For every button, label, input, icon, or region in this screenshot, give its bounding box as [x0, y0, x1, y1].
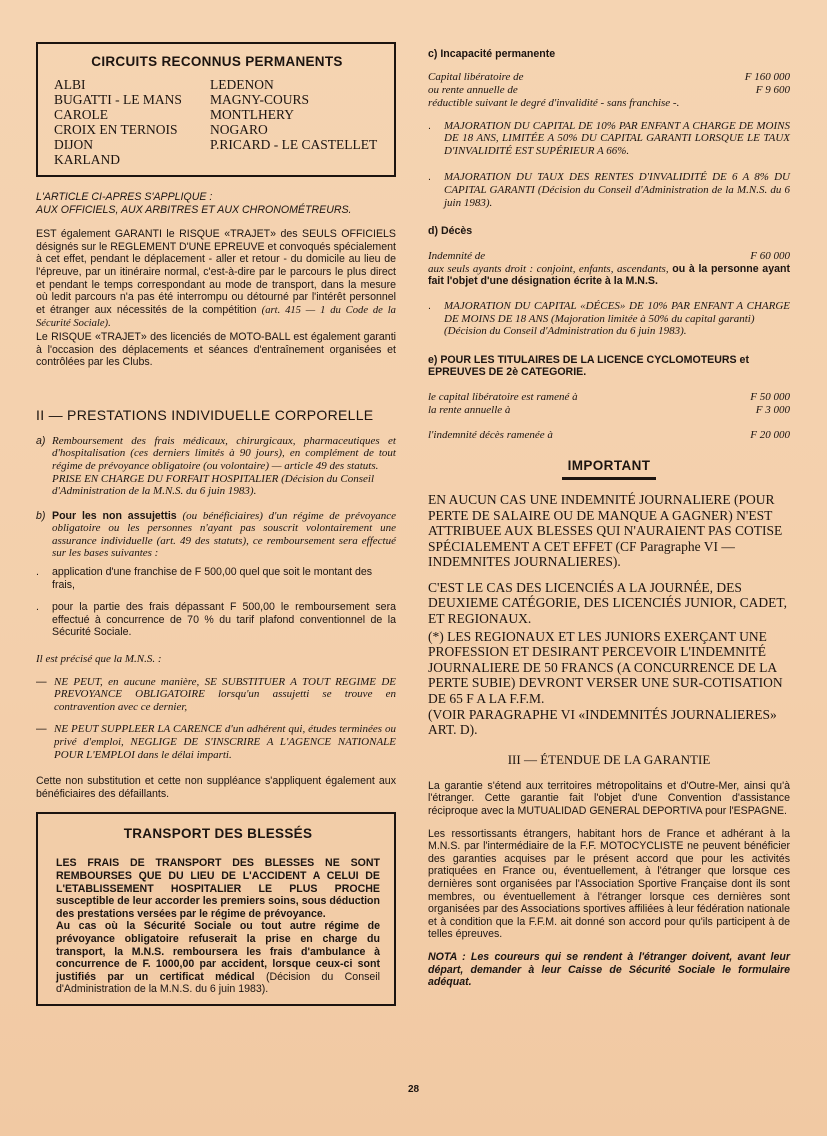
cyclo-deces-row: l'indemnité décès ramenée à F 20 000 — [428, 428, 790, 441]
circuit-item: NOGARO — [210, 122, 268, 137]
circuit-item: KARLAND — [54, 152, 120, 167]
majoration-1: . MAJORATION DU CAPITAL DE 10% PAR ENFANT A CHARGE DE MOINS DE 18 ANS, LIMITÉE A 50% DU CAPITAL GARANTI LORSQUE LE TAUX D'INVALIDITÉ EST SUPÉRIEUR A 66%. — [428, 119, 790, 157]
mns-intro: Il est précisé que la M.N.S. : — [36, 653, 162, 666]
circuits-title: CIRCUITS RECONNUS PERMANENTS — [91, 54, 343, 69]
indemnite-row: Indemnité de F 60 000 — [428, 249, 790, 262]
important-paragraph-1: EN AUCUN CAS UNE INDEMNITÉ JOURNALIERE (POUR PERTE DE SALAIRE OU DE MANQUE A GAGNER) N'EST ATTRIBUEE AUX BLESSES QUI N'AURAIENT PAS COTISE SPÉCIALEMENT A CET EFFET (CF Paragraphe VI — INDEMNITES JOURNALIERES). — [428, 491, 783, 570]
circuit-item: CROIX EN TERNOIS — [54, 122, 178, 137]
important-heading — [428, 458, 790, 480]
article-paragraph-1: EST également GARANTI le RISQUE «TRAJET» des SEULS OFFICIELS désignés sur le REGLEMENT D'UNE EPREUVE et convoqués spécialement à cet effet, pendant le déplacement - aller et retour - du domicile au lieu de l'épreuve, par un itinéraire normal, c'est-à-dire par le parcours le plus direct et pendant le temps correspondant au mode de transport, dans la mesure où ledit parcours n'a pas été interrompu ou détourné par l'intérêt personnel et étranger aux nécessités de la compétition (art. 415 — 1 du Code de la Sécurité Sociale). — [36, 228, 396, 330]
capital-row: Capital libératoire de F 160 000 — [428, 70, 790, 83]
reductible-note: réductible suivant le degré d'invalidité - sans franchise -. — [428, 96, 680, 109]
rente-row: ou rente annuelle de F 9 600 — [428, 83, 790, 96]
dash-item-2: — NE PEUT SUPPLEER LA CARENCE d'un adhérent qui, études terminées ou privé d'emploi, NEGLIGE DE S'INSCRIRE A L'AGENCE NATIONALE POUR L'EMPLOI dans le délai imparti. — [36, 723, 396, 761]
item-a-text: Remboursement des frais médicaux, chirurgicaux, pharmaceutiques et d'hospitalisation (ces derniers limités à 90 jours), en complément de tout régime de prévoyance obligatoire (ou volontaire) — article 49 des statuts. — [52, 434, 396, 472]
bullet-1: . application d'une franchise de F 500,00 quel que soit le montant des frais, — [36, 566, 373, 591]
circuit-item: ALBI — [54, 77, 86, 92]
transport-paragraph-1: LES FRAIS DE TRANSPORT DES BLESSES NE SONT REMBOURSES QUE DU LIEU DE L'ACCIDENT A CELUI DE L'ETABLISSEMENT HOSPITALIER LE PLUS PROCHE susceptible de leur accorder les premiers soins, sous déduction des prestations versées par le régime de prévoyance. — [56, 857, 380, 920]
nota-note: NOTA : Les coureurs qui se rendent à l'étranger doivent, avant leur départ, demander à leur Caisse de Sécurité Sociale le formulaire adéquat. — [428, 950, 790, 989]
important-paragraph-4: (VOIR PARAGRAPHE VI «INDEMNITÉS JOURNALIERES» ART. D). — [428, 706, 777, 738]
circuits-box — [36, 42, 396, 177]
section-3-paragraph-1: La garantie s'étend aux territoires métropolitains et d'Outre-Mer, ainsi qu'à l'étranger. Cette garantie fait l'objet d'une Convention d'assistance réciproque avec la MUTUALIDAD GENERAL DEPORTIVA pour l'ESPAGNE. — [428, 779, 790, 817]
article-heading-1: L'ARTICLE CI-APRES S'APPLIQUE : — [36, 191, 213, 203]
circuits-list — [54, 77, 380, 167]
section-3-paragraph-2: Les ressortissants étrangers, habitant hors de France et adhérant à la M.N.S. par l'intermédiaire de la F.F. MOTOCYCLISTE ne peuvent bénéficier des garanties acquises par le présent accord que pour les activités pratiquées en France ou, éventuellement, à l'étranger que lorsque ces dernières sont organisées par l'Association Sportive Française dont ils sont membres, ou éventuellement à l'étranger lorsque ces dernières sont organisées par des Associations sportives affiliées à leur fédération nationale et à condition que la F.F.M. ait donné son accord pour qu'ils participent à de telles épreuves. — [428, 827, 790, 941]
circuit-item: LEDENON — [210, 77, 274, 92]
cyclo-rente-row: la rente annuelle à F 3 000 — [428, 403, 790, 416]
transport-box — [36, 812, 396, 1006]
dash-item-1: — NE PEUT, en aucune manière, SE SUBSTITUER A TOUT REGIME DE PREVOYANCE OBLIGATOIRE lorsqu'un assujetti se trouve en contravention avec ce dernier, — [36, 675, 396, 713]
right-column — [428, 48, 790, 989]
important-paragraph-3: (*) LES REGIONAUX ET LES JUNIORS EXERÇANT UNE PROFESSION ET DESIRANT PERCEVOIR L'INDEMNITÉ JOURNALIERE DE 50 FRANCS (A CONCURRENCE DE LA PERTE SUBIE) DEVRONT VERSER UNE SUR-COTISATION DE 65 F A LA F.F.M. — [428, 628, 783, 707]
circuit-item: DIJON — [54, 137, 93, 152]
section-2-item-a: a) Remboursement des frais médicaux, chirurgicaux, pharmaceutiques et d'hospitalisation (ces derniers limités à 90 jours), en complément de tout régime de prévoyance obligatoire (ou volontaire) — article 49 des statuts. PRISE EN CHARGE DU FORFAIT HOSPITALIER (Décision du Conseil d'Administration de la M.N.S. du 6 juin 1983). — [36, 434, 396, 498]
important-paragraph-2: C'EST LE CAS DES LICENCIÉS A LA JOURNÉE, DES DEUXIEME CATÉGORIE, DES LICENCIÉS JUNIOR, CADET, ET REGIONAUX. — [428, 579, 787, 627]
circuits-right-list — [210, 77, 380, 167]
section-2-closing: Cette non substitution et cette non suppléance s'appliquent également aux bénéficiaires des défaillants. — [36, 775, 396, 800]
transport-paragraph-2: Au cas où la Sécurité Sociale ou tout autre régime de prévoyance obligatoire refuserait la prise en charge du transport, la M.N.S. remboursera les frais d'ambulance à concurrence de F. 1000,00 par accident, lorsque ceux-ci sont justifiés par un certificat médical (Décision du Conseil d'Administration de la M.N.S. du 6 juin 1983). — [56, 920, 380, 996]
article-paragraph-2: Le RISQUE «TRAJET» des licenciés de MOTO-BALL est également garanti à l'occasion des déplacements et séances d'entraînement organisées et contrôlées par les Clubs. — [36, 330, 396, 369]
cyclo-capital-row: le capital libératoire est ramené à F 50 000 — [428, 390, 790, 403]
cyclomoteurs-title: e) POUR LES TITULAIRES DE LA LICENCE CYCLOMOTEURS et EPREUVES DE 2è CATEGORIE. — [428, 353, 749, 379]
section-2-title: II — PRESTATIONS INDIVIDUELLE CORPORELLE — [36, 406, 374, 423]
circuits-left-list — [54, 77, 210, 167]
circuit-item: P.RICARD - LE CASTELLET — [210, 137, 378, 152]
transport-title: TRANSPORT DES BLESSÉS — [123, 826, 313, 842]
article-heading-2: AUX OFFICIELS, AUX ARBITRES ET AUX CHRONOMÉTREURS. — [36, 203, 352, 216]
majoration-2: . MAJORATION DU TAUX DES RENTES D'INVALIDITÉ DE 6 A 8% DU CAPITAL GARANTI (Décision du Conseil d'Administration de la M.N.S. du 6 juin 1983). — [428, 171, 790, 209]
circuit-item: CAROLE — [54, 107, 108, 122]
deces-majoration: . MAJORATION DU CAPITAL «DÉCES» DE 10% PAR ENFANT A CHARGE DE MOINS DE 18 ANS (Majoration limitée à 50% du capital garanti) (Décision du Conseil d'Administration du 6 juin 1983). — [428, 299, 790, 338]
left-column — [36, 42, 396, 1006]
section-3-title: III — ÉTENDUE DE LA GARANTIE — [507, 751, 711, 767]
bullet-2: . pour la partie des frais dépassant F 500,00 le remboursement sera effectué à concurrence de 70 % du tarif plafond conventionnel de la Sécurité Sociale. — [36, 601, 396, 639]
important-underline — [562, 477, 656, 480]
item-a-text-2: PRISE EN CHARGE DU FORFAIT HOSPITALIER (Décision du Conseil d'Administration de la M.N.S. du 6 juin 1983). — [52, 472, 375, 498]
incapacite-title: c) Incapacité permanente — [428, 48, 556, 60]
circuit-item: MAGNY-COURS — [210, 92, 310, 107]
ayants-droit: aux seuls ayants droit : conjoint, enfants, ascendants, ou à la personne ayant fait l'objet d'une désignation écrite à la M.N.S. — [428, 262, 790, 288]
article-heading — [36, 191, 396, 216]
deces-title: d) Décès — [428, 225, 473, 238]
circuit-item: MONTLHERY — [210, 107, 294, 122]
page-number: 28 — [408, 1084, 420, 1095]
section-2-item-b: b) Pour les non assujettis (ou bénéficiaires) d'un régime de prévoyance obligatoire ou les personnes n'ayant pas souscrit volontairement une assurance individuelle (art. 49 des statuts), ce remboursement sera effectué sur les bases suivantes : — [36, 509, 396, 560]
circuit-item: BUGATTI - LE MANS — [54, 92, 182, 107]
important-title: IMPORTANT — [567, 457, 651, 473]
